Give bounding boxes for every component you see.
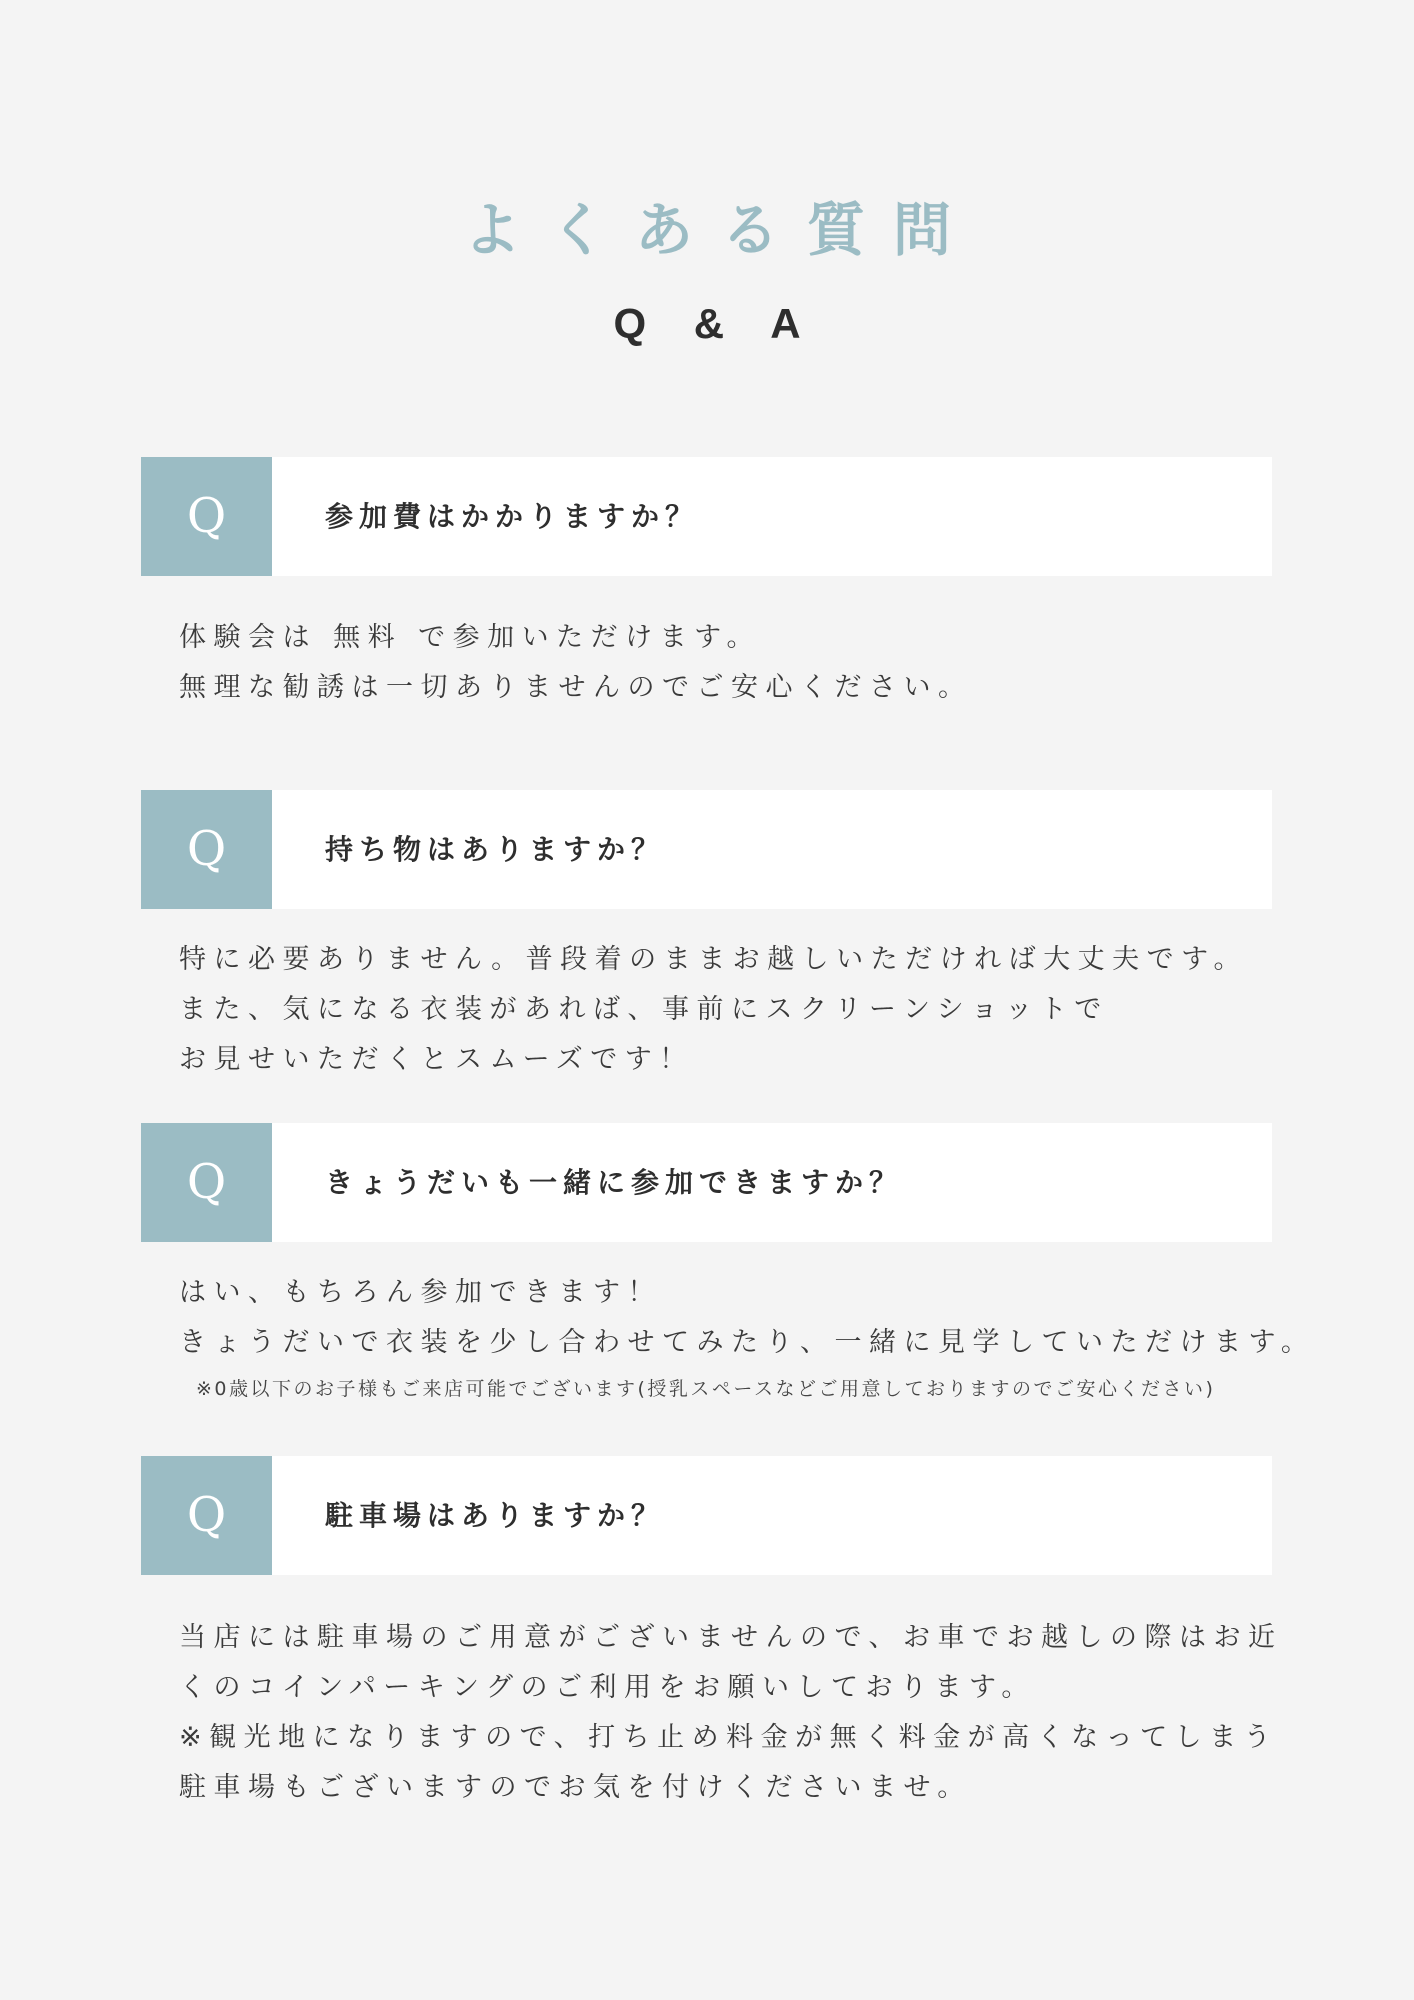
answer-line: お見せいただくとスムーズです！ (179, 1044, 694, 1075)
answer-text (141, 935, 1272, 1085)
faq-item-parking (141, 1456, 1283, 1813)
answer-line: 無理な勧誘は一切ありませんのでご安心ください。 (179, 672, 973, 703)
faq-item-belongings (141, 790, 1272, 1085)
answer-line: ※観光地になりますので、打ち止め料金が無く料金が高くなってしまう (179, 1722, 1279, 1753)
answer-line: 当店には駐車場のご用意がございませんので、お車でお越しの際はお近 (179, 1622, 1283, 1653)
answer-line: 駐車場もございますのでお気を付けくださいませ。 (179, 1772, 972, 1803)
q-marker-badge: Q (141, 790, 272, 909)
question-bar (141, 790, 1272, 909)
question-bar (141, 1123, 1272, 1242)
answer-line: 特に必要ありません。普段着のままお越しいただければ大丈夫です。 (179, 944, 1248, 975)
page-subtitle: Q & A (613, 300, 819, 347)
answer-line: きょうだいで衣装を少し合わせてみたり、一緒に見学していただけます。 (179, 1327, 1316, 1358)
question-bar (141, 1456, 1272, 1575)
answer-note: ※0歳以下のお子様もご来店可能でございます(授乳スペースなどご用意しておりますのでご安心ください) (196, 1378, 1216, 1400)
q-marker-badge: Q (141, 457, 272, 576)
page-title: よくある質問 (462, 196, 979, 264)
answer-line: はい、もちろん参加できます！ (179, 1277, 662, 1308)
answer-text (141, 1268, 1316, 1368)
faq-item-fee (141, 457, 1272, 713)
question-text: 駐車場はありますか？ (325, 1499, 666, 1532)
faq-item-siblings (141, 1123, 1316, 1404)
answer-line: また、気になる衣装があれば、事前にスクリーンショットで (179, 994, 1109, 1025)
question-bar (141, 457, 1272, 576)
question-text: 持ち物はありますか？ (325, 833, 666, 866)
answer-line: くのコインパーキングのご利用をお願いしております。 (179, 1672, 1036, 1703)
question-text: 参加費はかかりますか？ (325, 500, 700, 533)
answer-line: 体験会は 無料 で参加いただけます。 (179, 622, 762, 653)
q-marker-badge: Q (141, 1123, 272, 1242)
question-text: きょうだいも一緒に参加できますか？ (325, 1166, 904, 1199)
q-marker-badge: Q (141, 1456, 272, 1575)
answer-text (141, 1613, 1283, 1813)
answer-text (141, 613, 1272, 713)
